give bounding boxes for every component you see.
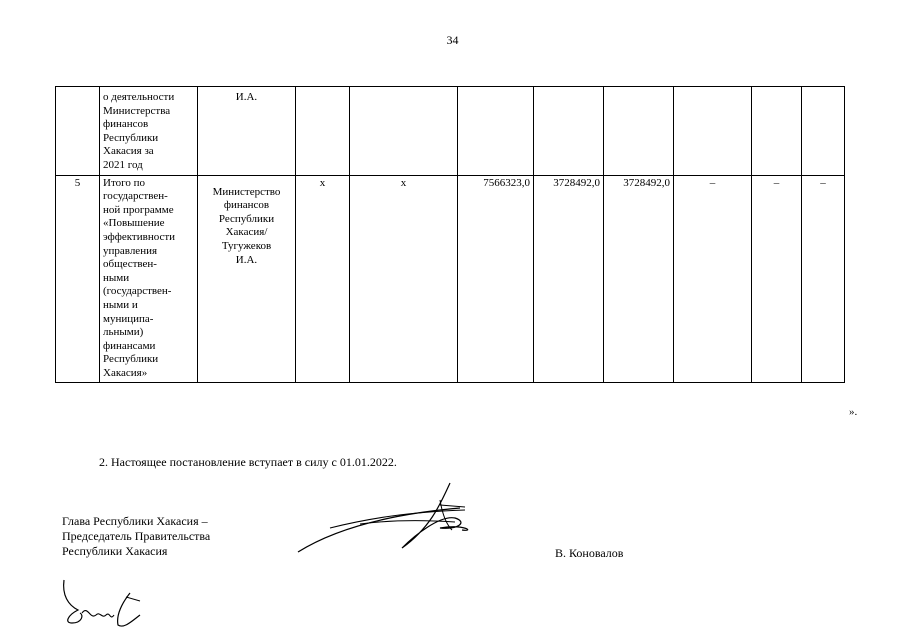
program-name-line: финансов [103, 118, 149, 131]
executor-line: Хакасия/ [225, 226, 268, 239]
signer-name: В. Коновалов [555, 546, 624, 560]
dash-cell: – [802, 175, 845, 383]
program-name-line: 2021 год [103, 158, 143, 171]
signer-title-line: Глава Республики Хакасия – [62, 514, 208, 528]
amount-cell: 3728492,0 [604, 175, 674, 383]
program-name-line: Республики [103, 353, 159, 366]
dash-cell [752, 87, 802, 176]
amount-cell [604, 87, 674, 176]
executor-line: финансов [223, 199, 270, 212]
amount-cell [534, 87, 604, 176]
mark-cell: х [296, 175, 350, 383]
executor-line: Тугужеков [221, 239, 272, 252]
program-name-line: Хакасия за [103, 145, 154, 158]
program-name-line: Республики [103, 131, 159, 144]
executor-cell [198, 175, 296, 383]
table-row [56, 175, 845, 383]
signer-title-line: Республики Хакасия [62, 544, 168, 558]
budget-table [55, 86, 845, 383]
row-number [56, 87, 100, 176]
dash-cell: – [674, 175, 752, 383]
program-name-line: льными) [103, 326, 144, 339]
program-name-line: ной программе [103, 203, 174, 216]
program-name-line: ными [103, 271, 130, 284]
mark-cell: х [350, 175, 458, 383]
closing-quote: ». [849, 406, 858, 418]
program-name-cell [100, 175, 198, 383]
program-name-line: «Повышение [103, 217, 165, 230]
program-name-line: Министерства [103, 104, 171, 117]
program-name-line: государствен- [103, 190, 168, 203]
row-number: 5 [56, 175, 100, 383]
mark-cell [350, 87, 458, 176]
mark-cell [296, 87, 350, 176]
program-name-line: обществен- [103, 258, 157, 271]
executor-line: Республики [218, 212, 275, 225]
executor-cell [198, 87, 296, 176]
program-name-line: эффективности [103, 230, 176, 243]
program-name-line: Итого по [103, 176, 145, 189]
program-name-cell [100, 87, 198, 176]
amount-cell: 7566323,0 [458, 175, 534, 383]
program-name-line: ными и [103, 298, 138, 311]
initials-signature-icon [60, 575, 145, 635]
page-number: 34 [446, 33, 459, 47]
program-name-line: управления [103, 244, 158, 257]
program-name-line: о деятельности [103, 91, 175, 103]
executor-line: И.А. [235, 91, 258, 103]
program-name-line: финансами [103, 339, 156, 352]
program-name-line: (государствен- [103, 285, 172, 298]
table-row [56, 87, 845, 176]
amount-cell: 3728492,0 [534, 175, 604, 383]
dash-cell [674, 87, 752, 176]
signer-title-line: Председатель Правительства [62, 529, 211, 543]
executor-line: И.А. [235, 253, 258, 266]
program-name-line: Хакасия» [103, 366, 148, 379]
amount-cell [458, 87, 534, 176]
dash-cell: – [752, 175, 802, 383]
signature-icon [290, 480, 490, 555]
dash-cell [802, 87, 845, 176]
program-name-line: муниципа- [103, 312, 154, 325]
executor-line: Министерство [212, 185, 281, 198]
signer-title [62, 514, 210, 559]
clause-text: 2. Настоящее постановление вступает в силу с 01.01.2022. [99, 455, 397, 469]
